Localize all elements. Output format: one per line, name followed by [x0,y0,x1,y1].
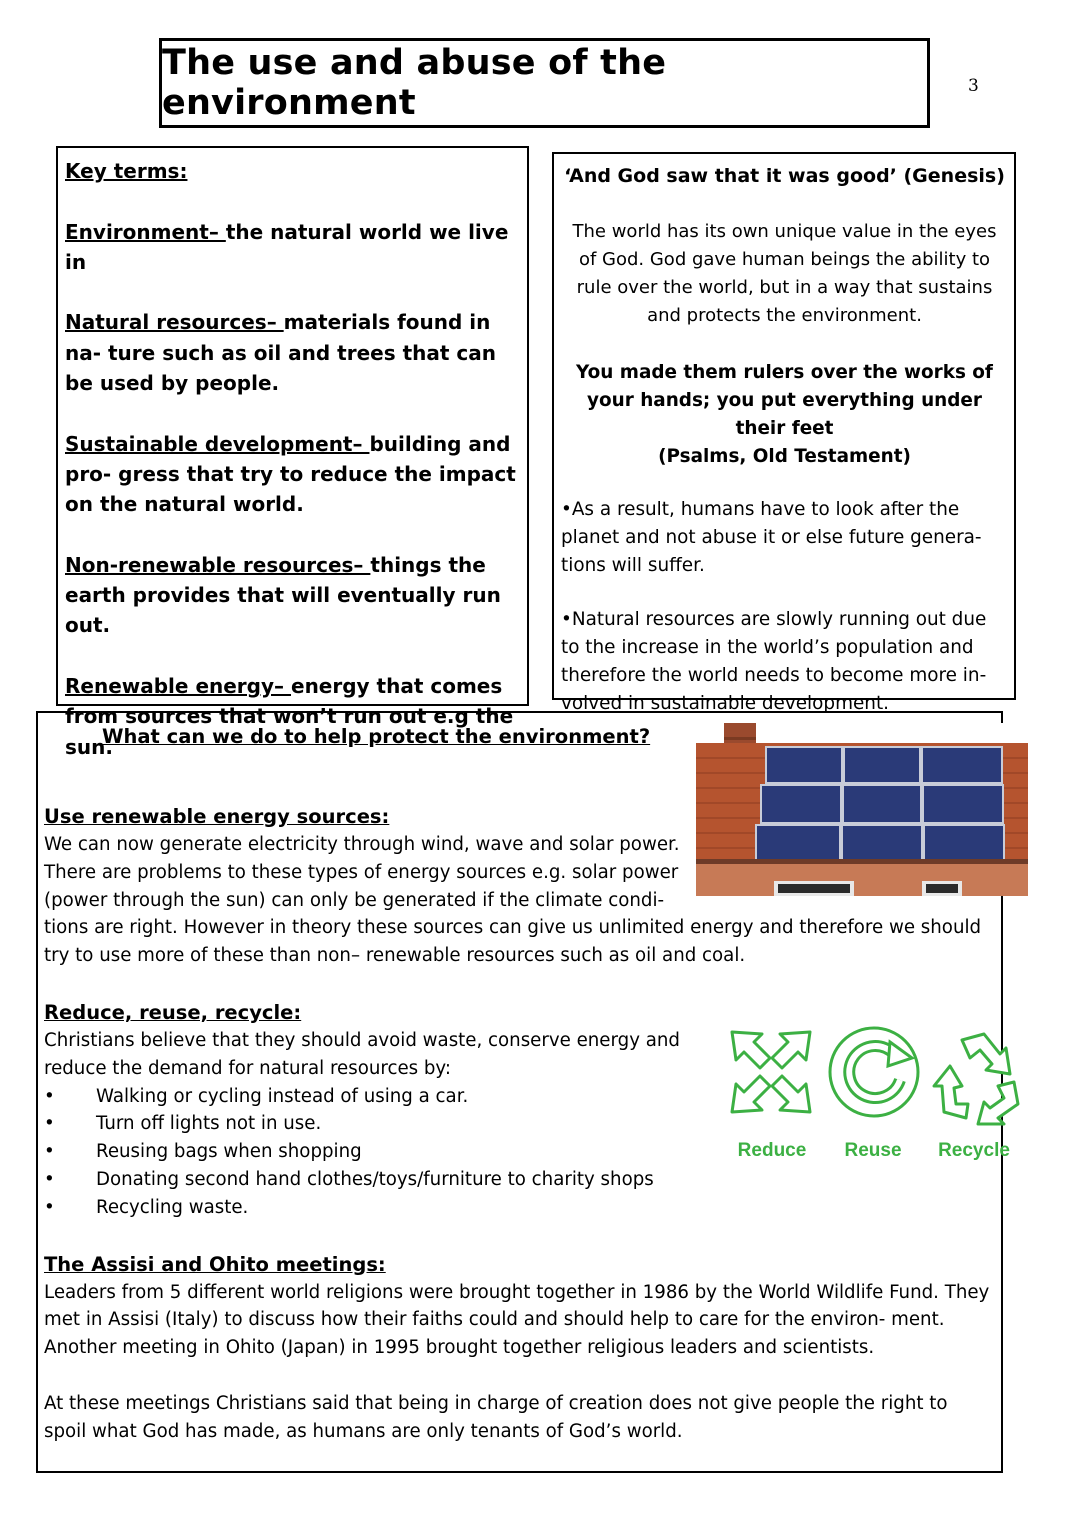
renewable-line-1: We can now generate electricity through wind, wave and solar power. [44,834,680,855]
renewable-line-2: There are problems to these types of energy sources e.g. solar power [44,861,679,883]
genesis-point-2: •Natural resources are slowly running out due to the increase in the world’s population and therefore the world needs to become more in- volved in sustainable development. [561,609,987,714]
psalms-quote-source: (Psalms, Old Testament) [658,446,911,467]
list-item: • Donating second hand clothes/toys/furniture to charity shops [44,1166,1001,1194]
key-term-renewable-energy: Renewable energy– energy that comes from sources that won’t run out e.g the sun. [65,674,514,759]
protect-question: What can we do to help protect the environment? [102,725,651,748]
recycle-label: Recycle [938,1140,1010,1161]
psalms-quote [561,359,1008,471]
list-item: • Recycling waste. [44,1194,1001,1222]
reduce-line-2: reduce the demand for natural resources by: [44,1057,451,1079]
reuse-label: Reuse [844,1140,902,1161]
key-terms-heading: Key terms: [65,159,188,183]
genesis-box [552,152,1016,714]
key-term-environment: Environment– the natural world we live in [65,219,509,274]
assisi-paragraph-2: At these meetings Christians said that being in charge of creation does not give people the right to spoil what God has made, as humans are only tenants of God’s world. [44,1392,948,1442]
list-item: • Walking or cycling instead of using a car. [44,1083,1001,1111]
key-term-sustainable-development: Sustainable development– building and pro- gress that try to reduce the impact on the natural world. [65,431,516,517]
assisi-paragraph-1: Leaders from 5 different world religions were brought together in 1986 by the World Wildlife Fund. They met in Assisi (Italy) to discuss how their faiths could and should help to care for the environ- ment. Another meeting in Ohito (Japan) in 1995 brought together religious leaders and scientists. [44,1281,990,1359]
genesis-intro: The world has its own unique value in the eyes of God. God gave human beings the ability to rule over the world, but in a way that sustains and protects the environment. [572,221,997,326]
recycle-arrows-icon [934,1034,1018,1124]
reuse-arrow-icon [830,1028,918,1116]
renewable-rest: tions are right. However in theory these sources can give us unlimited energy and therefore we should try to use more of these than non– renewable resources such as oil and coal. [44,917,982,967]
genesis-heading: ‘And God saw that it was good’ (Genesis) [564,165,1005,187]
renewable-line-3: (power through the sun) can only be generated if the climate condi- [44,889,665,911]
reduce-line-1: Christians believe that they should avoid waste, conserve energy and [44,1029,680,1051]
page-title: The use and abuse of the environment [162,43,667,123]
page-number: 3 [968,76,979,96]
genesis-point-1: •As a result, humans have to look after the planet and not abuse it or else future genera- tions will suffer. [561,499,982,576]
list-item: • Turn off lights not in use. [44,1110,1001,1138]
reduce-reuse-recycle-graphic [722,1020,1022,1198]
renewable-heading: Use renewable energy sources: [44,805,390,828]
reduce-heading: Reduce, reuse, recycle: [44,1000,302,1024]
list-item: • Reusing bags when shopping [44,1138,1001,1166]
assisi-heading: The Assisi and Ohito meetings: [44,1252,386,1276]
title-box [159,38,930,128]
reduce-arrows-icon [732,1032,810,1112]
reduce-label: Reduce [737,1140,807,1161]
key-term-natural-resources: Natural resources– materials found in na- ture such as oil and trees that can be used by people. [65,310,497,396]
key-term-non-renewable: Non-renewable resources– things the earth provides that will eventually run out. [65,552,501,638]
psalms-quote-text: You made them rulers over the works of your hands; you put everything under their feet [576,362,993,439]
solar-panel-roof-image [696,723,1049,896]
